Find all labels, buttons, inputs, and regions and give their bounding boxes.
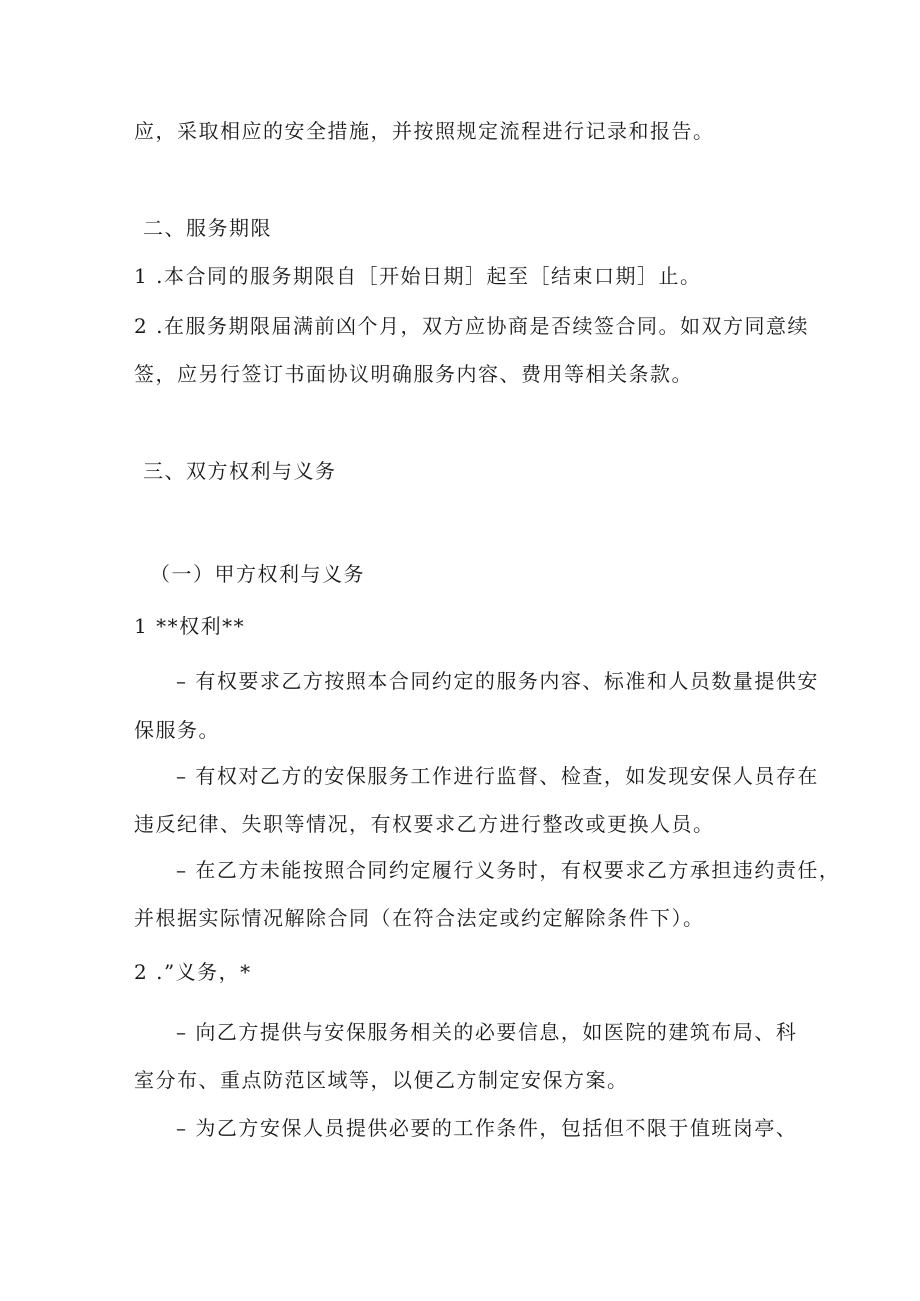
paragraph-line: 签，应另行签订书面协议明确服务内容、费用等相关条款。 — [134, 362, 693, 386]
bullet-item: – 向乙方提供与安保服务相关的必要信息，如医院的建筑布局、科 — [176, 1020, 798, 1044]
bullet-item: – 有权对乙方的安保服务工作进行监督、检查，如发现安保人员存在 — [176, 764, 819, 788]
bullet-item: – 为乙方安保人员提供必要的工作条件，包括但不限于值班岗亭、 — [176, 1116, 798, 1140]
section-heading: 三、双方权利与义务 — [143, 459, 337, 483]
paragraph-line: 并根据实际情况解除合同（在符合法定或约定解除条件下）。 — [134, 906, 705, 930]
list-item: 1 .本合同的服务期限自［开始日期］起至［结束口期］止。 — [134, 264, 702, 288]
subsection-heading: （一）甲方权利与义务 — [150, 562, 365, 586]
section-heading: 二、服务期限 — [143, 216, 272, 240]
paragraph-line: 保服务。 — [134, 718, 220, 742]
list-item: 2 .在服务期限届满前凶个月，双方应协商是否续签合同。如双方同意续 — [134, 314, 809, 338]
bullet-item: – 有权要求乙方按照本合同约定的服务内容、标准和人员数量提供安 — [176, 669, 819, 693]
list-item: 1 **权利** — [134, 614, 246, 638]
paragraph-line: 应，采取相应的安全措施，并按照规定流程进行记录和报告。 — [134, 119, 715, 143]
paragraph-line: 违反纪律、失职等情况，有权要求乙方进行整改或更换人员。 — [134, 812, 715, 836]
bullet-item: – 在乙方未能按照合同约定履行义务时，有权要求乙方承担违约责任， — [176, 858, 841, 882]
list-item: 2 .”义务，* — [134, 960, 252, 984]
paragraph-line: 室分布、重点防范区域等，以便乙方制定安保方案。 — [134, 1068, 629, 1092]
